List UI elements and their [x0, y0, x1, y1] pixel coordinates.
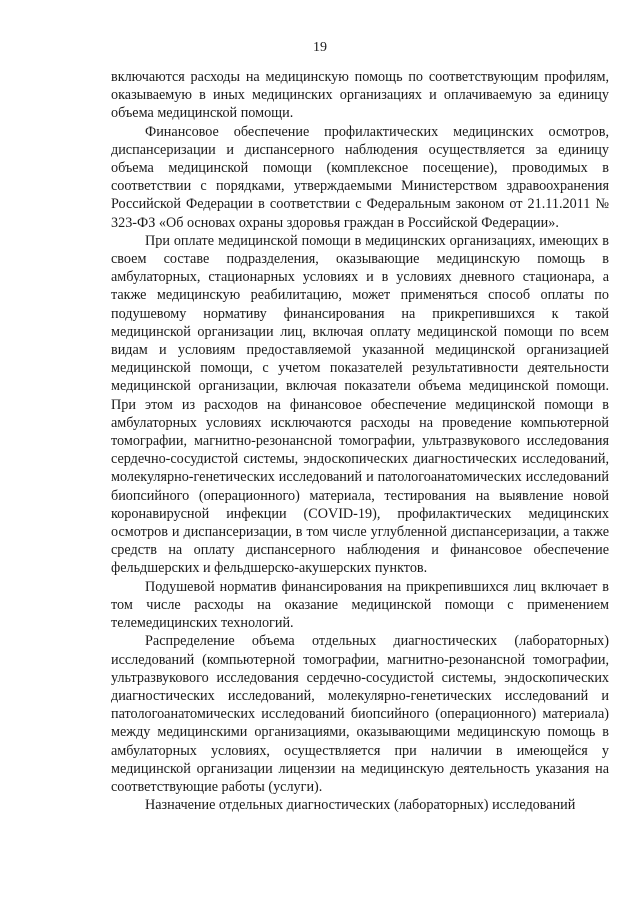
page-number: 19 [313, 40, 327, 55]
paragraph: Подушевой норматив финансирования на прикрепившихся лиц включает в том числе расходы на оказание медицинской помощи с применением телемедицинских технологий. [111, 578, 609, 632]
paragraph: Назначение отдельных диагностических (лабораторных) исследований [145, 797, 576, 814]
paragraph: Финансовое обеспечение профилактических медицинских осмотров, диспансеризации и диспансерного наблюдения осуществляется за единицу объема медицинской помощи (комплексное посещение), проводимых в соответствии с порядками, утверждаемыми Министерством здравоохранения Российской Федерации в соответствии с Федеральным законом от 21.11.2011 № 323-ФЗ «Об основах охраны здоровья граждан в Российской Федерации». [111, 123, 609, 231]
paragraph: включаются расходы на медицинскую помощь по соответствующим профилям, оказываемую в иных медицинских организациях и оплачиваемую за единицу объема медицинской помощи. [111, 69, 609, 122]
body-text [111, 68, 609, 814]
paragraph: При оплате медицинской помощи в медицинских организациях, имеющих в своем составе подразделения, оказывающие медицинскую помощь в амбулаторных, стационарных условиях и в условиях дневного стационара, а также медицинскую реабилитацию, может применяться способ оплаты по подушевому нормативу финансирования на прикрепившихся к такой медицинской организации лиц, включая оплату медицинской помощи по всем видам и условиям предоставляемой указанной медицинской организацией медицинской помощи, с учетом показателей результативности деятельности медицинской организации, включая показатели объема медицинской помощи. При этом из расходов на финансовое обеспечение медицинской помощи в амбулаторных условиях исключаются расходы на проведение компьютерной томографии, магнитно-резонансной томографии, ультразвукового исследования сердечно-сосудистой системы, эндоскопических диагностических исследований, молекулярно-генетических исследований и патологоанатомических исследований биопсийного (операционного) материала, тестирования на выявление новой коронавирусной инфекции (COVID-19), профилактических медицинских осмотров и диспансеризации, в том числе углубленной диспансеризации, а также средств на оплату диспансерного наблюдения и финансовое обеспечение фельдшерских и фельдшерско-акушерских пунктов. [111, 232, 609, 577]
paragraph: Распределение объема отдельных диагностических (лабораторных) исследований (компьютерной томографии, магнитно-резонансной томографии, ультразвукового исследования сердечно-сосудистой системы, эндоскопических диагностических исследований, молекулярно-генетических исследований и патологоанатомических исследований биопсийного (операционного) материала) между медицинскими организациями, оказывающими медицинскую помощь в амбулаторных условиях, осуществляется при наличии в имеющейся у медицинской организации лицензии на медицинскую деятельность указания на соответствующие работы (услуги). [111, 633, 609, 795]
